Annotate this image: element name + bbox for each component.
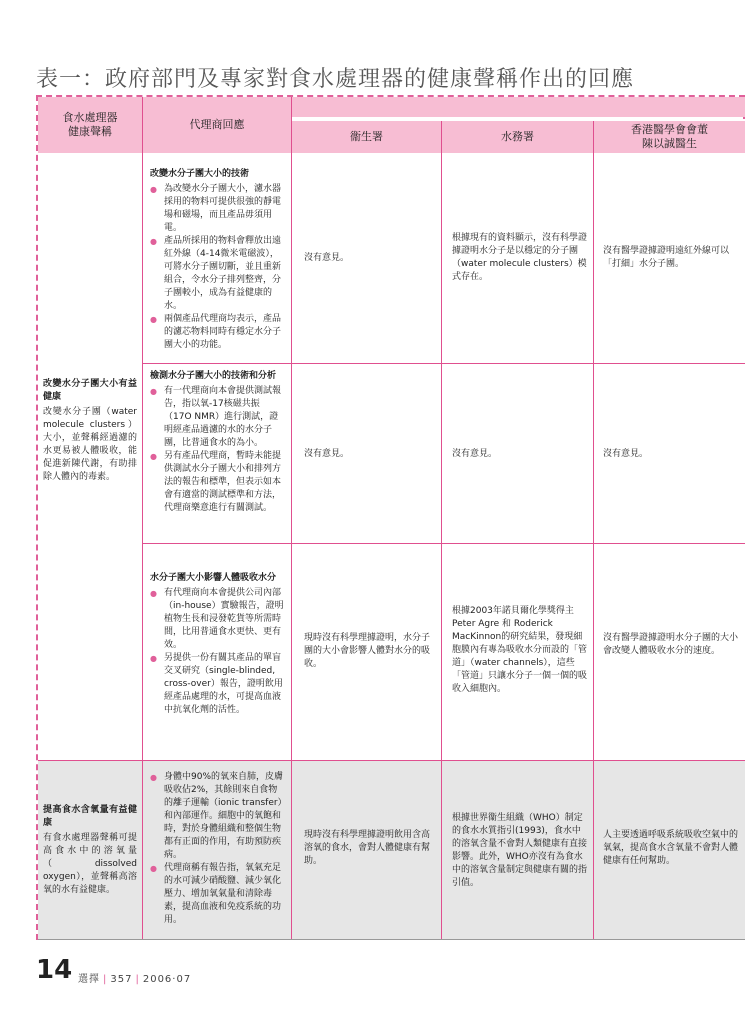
separator: | [135,974,140,985]
grid-v2 [291,97,292,939]
list-item: ● 兩個產品代理商均表示，產品的濾芯物料同時有穩定水分子團大小的功能。 [150,313,286,352]
list-item: ● 身體中90%的氧來自肺，皮膚吸收佔2%，其餘則來自食物的離子運輸（ionic transfer）和內部運作。細胞中的氧飽和時，對於身體組織和整個生物都有正面的作用，有助預防疾病。 [150,771,286,862]
grid-h1 [143,363,745,364]
wsd-response-4: 根據世界衞生組織（WHO）制定的食水水質指引(1993)，食水中的溶氧含量不會對人類健康有直接影響。此外，WHO亦沒有為食水中的溶氧含量制定與健康有關的指引值。 [452,813,588,888]
magazine-name: 選擇 [78,974,100,985]
agent-response-2: 檢測水分子團大小的技術和分析 ● 有一代理商向本會提供測試報告，指以氧-17核磁共振（17O NMR）進行測試，證明經產品過濾的水的水分子團，比普通食水的為小。 ● 另有產品代理商，暫時未能提供測試水分子團大小和排列方法的報告和標準，但表示如本會有適當的測試標準和方法，代理商樂意進行有關測試。 [150,370,286,515]
dh-response-1: 沒有意見。 [304,253,350,263]
page-number: 14 [36,955,73,985]
header-dh: 衞生署 [292,121,441,153]
agent-response-4 [150,771,286,927]
header-hkma: 香港醫學會會董 陳以誠醫生 [594,121,745,153]
hkma-response-3: 沒有醫學證據證明水分子團的大小會改變人體吸收水分的速度。 [603,633,739,656]
list-item: ● 另有產品代理商，暫時未能提供測試水分子團大小和排列方法的報告和標準，但表示如本會有適當的測試標準和方法，代理商樂意進行有關測試。 [150,450,286,515]
list-item: ● 代理商稱有報告指，氧氣充足的水可減少硝酸鹽、減少氧化壓力、增加氧氣量和清除毒素，提高血液和免疫系統的功用。 [150,862,286,927]
list-item: ● 有一代理商向本會提供測試報告，指以氧-17核磁共振（17O NMR）進行測試，證明經產品過濾的水的水分子團，比普通食水的為小。 [150,385,286,450]
table-title: 表一：政府部門及專家對食水處理器的健康聲稱作出的回應 [36,67,635,92]
list-item: ● 為改變水分子團大小，濾水器採用的物料可提供很強的靜電場和磁場，而且產品毋須用電。 [150,183,286,235]
wsd-response-1: 根據現有的資料顯示，沒有科學證據證明水分子是以穩定的分子團（water molecule clusters）模式存在。 [452,233,588,282]
header-claim: 食水處理器 健康聲稱 [38,97,142,153]
claim-1: 改變水分子團大小有益健康 改變水分子團（water molecule clusters）大小，並聲稱經過濾的水更易被人體吸收，能促進新陳代謝，有助排除人體內的毒素。 [43,379,137,482]
grid-h3 [38,760,745,761]
issue-date: 2006·07 [142,974,192,985]
list-item: ● 產品所採用的物料會釋放出遠紅外線（4-14微米電磁波），可將水分子團切斷，並且重新組合，令水分子排列整齊，分子團較小，成為有益健康的水。 [150,235,286,313]
wsd-response-2: 沒有意見。 [452,449,498,459]
dh-response-2: 沒有意見。 [304,449,350,459]
hkma-response-2: 沒有意見。 [603,449,649,459]
list-item: ● 有代理商向本會提供公司內部（in-house）實驗報告，證明植物生長和浸發乾貨等所需時間，比用普通食水更快、更有效。 [150,587,286,652]
grid-h2 [143,543,745,544]
footer-info [78,970,191,985]
header-agent: 代理商回應 [143,97,291,153]
wsd-response-3: 根據2003年諾貝爾化學獎得主Peter Agre 和 Roderick MacKinnon的研究結果，發現細胞膜內有專為吸收水分而設的「管道」（water channels），這些「管道」只讓水分子一個一個的吸收入細胞內。 [452,606,588,694]
separator: | [103,974,108,985]
header-top-band [292,97,745,117]
agent-response-1: 改變水分子團大小的技術 ● 為改變水分子團大小，濾水器採用的物料可提供很強的靜電場和磁場，而且產品毋須用電。 ● 產品所採用的物料會釋放出遠紅外線（4-14微米電磁波），可將水分子團切斷，並且重新組合，令水分子排列整齊，分子團較小，成為有益健康的水。 ● 兩個產品代理商均表示，產品的濾芯物料同時有穩定水分子團大小的功能。 [150,168,286,352]
hkma-response-4: 人主要透過呼吸系統吸收空氣中的氧氣，提高食水含氧量不會對人體健康有任何幫助。 [603,830,739,866]
dh-response-3: 現時沒有科學理據證明，水分子團的大小會影響人體對水分的吸收。 [304,633,431,669]
header-wsd: 水務署 [442,121,593,153]
grid-v3 [441,121,442,939]
hkma-response-1: 沒有醫學證據證明遠紅外線可以「打細」水分子團。 [603,246,730,269]
grid-v1 [142,97,143,939]
grid-h4 [38,939,745,940]
grid-v4 [593,121,594,939]
dh-response-4: 現時沒有科學理據證明飲用含高溶氧的食水，會對人體健康有幫助。 [304,830,431,866]
agent-response-3: 水分子團大小影響人體吸收水分 ● 有代理商向本會提供公司內部（in-house）實驗報告，證明植物生長和浸發乾貨等所需時間，比用普通食水更快、更有效。 ● 另提供一份有關其產品的單盲交叉研究（single-blinded, cross-over）報告，證明飲用經產品處理的水，可提高血液中抗氧化劑的活性。 [150,572,286,717]
issue-number: 357 [110,974,133,985]
claim-2: 提高食水含氧量有益健康 有食水處理器聲稱可提高食水中的溶氧量（dissolved oxygen），並聲稱高溶氧的水有益健康。 [43,805,137,895]
list-item: ● 另提供一份有關其產品的單盲交叉研究（single-blinded, cross-over）報告，證明飲用經產品處理的水，可提高血液中抗氧化劑的活性。 [150,652,286,717]
